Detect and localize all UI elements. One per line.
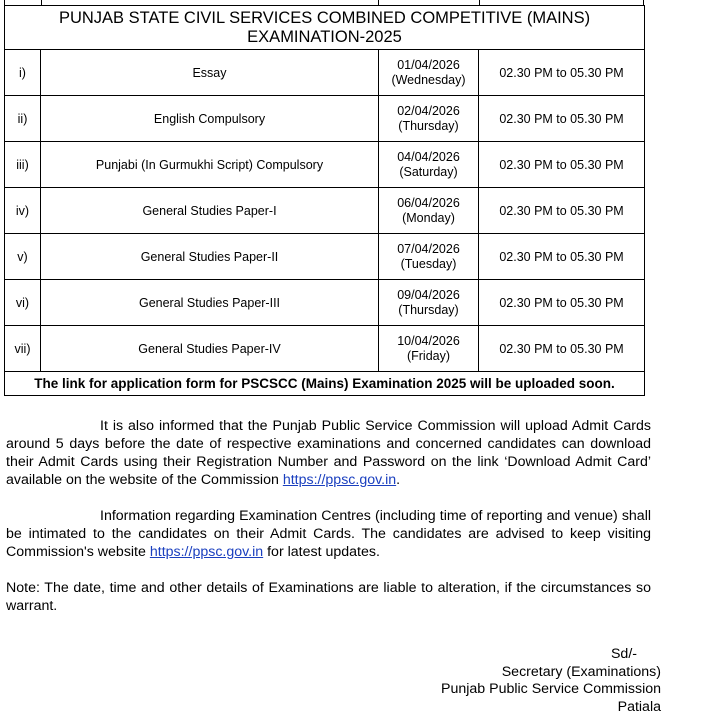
- row-day-value: (Wednesday): [379, 73, 478, 88]
- row-time: 02.30 PM to 05.30 PM: [479, 50, 645, 96]
- row-number: iii): [5, 142, 41, 188]
- table-footer-note: The link for application form for PSCSCC (Mains) Examination 2025 will be uploaded soon.: [5, 372, 645, 396]
- signature-place: Patiala: [441, 699, 661, 716]
- row-date-value: 10/04/2026: [379, 334, 478, 349]
- row-day-value: (Thursday): [379, 119, 478, 134]
- row-date: [379, 326, 479, 372]
- row-date-value: 06/04/2026: [379, 196, 478, 211]
- punctuation: .: [396, 472, 400, 488]
- admit-card-text: It is also informed that the Punjab Public Service Commission will upload Admit Cards around 5 days before the date of respective examinations and concerned candidates can download their Admit Cards using their Registration Number and Password on the link ‘Download Admit Card’ available on the website of the Commission: [6, 418, 651, 488]
- row-date-value: 04/04/2026: [379, 150, 478, 165]
- row-day-value: (Thursday): [379, 303, 478, 318]
- table-row: [5, 50, 645, 96]
- row-date: [379, 50, 479, 96]
- row-time: 02.30 PM to 05.30 PM: [479, 188, 645, 234]
- table-title: [5, 6, 645, 50]
- row-number: vii): [5, 326, 41, 372]
- row-date-value: 07/04/2026: [379, 242, 478, 257]
- row-subject: Punjabi (In Gurmukhi Script) Compulsory: [41, 142, 379, 188]
- signature-sd: Sd/-: [441, 646, 654, 664]
- row-time: 02.30 PM to 05.30 PM: [479, 234, 645, 280]
- row-date: [379, 188, 479, 234]
- row-date: [379, 280, 479, 326]
- row-time: 02.30 PM to 05.30 PM: [479, 326, 645, 372]
- row-day-value: (Friday): [379, 349, 478, 364]
- row-subject: General Studies Paper-I: [41, 188, 379, 234]
- table-title-line1: PUNJAB STATE CIVIL SERVICES COMBINED COMPETITIVE (MAINS): [5, 9, 644, 28]
- row-day-value: (Tuesday): [379, 257, 478, 272]
- row-number: vi): [5, 280, 41, 326]
- row-number: ii): [5, 96, 41, 142]
- note-paragraph: Note: The date, time and other details of Examinations are liable to alteration, if the circumstances so warrant.: [6, 579, 651, 615]
- row-subject: General Studies Paper-III: [41, 280, 379, 326]
- row-time: 02.30 PM to 05.30 PM: [479, 280, 645, 326]
- table-title-line2: EXAMINATION-2025: [5, 28, 644, 47]
- row-date-value: 09/04/2026: [379, 288, 478, 303]
- table-row: [5, 96, 645, 142]
- row-time: 02.30 PM to 05.30 PM: [479, 96, 645, 142]
- row-day-value: (Saturday): [379, 165, 478, 180]
- row-date: [379, 142, 479, 188]
- table-row: [5, 188, 645, 234]
- signature-organization: Punjab Public Service Commission: [441, 681, 661, 699]
- table-row: [5, 326, 645, 372]
- exam-centre-paragraph: [6, 507, 651, 561]
- row-time: 02.30 PM to 05.30 PM: [479, 142, 645, 188]
- table-row: [5, 234, 645, 280]
- row-day-value: (Monday): [379, 211, 478, 226]
- commission-website-link[interactable]: https://ppsc.gov.in: [283, 472, 396, 488]
- row-subject: English Compulsory: [41, 96, 379, 142]
- row-number: i): [5, 50, 41, 96]
- table-row: [5, 280, 645, 326]
- row-date: [379, 234, 479, 280]
- row-subject: Essay: [41, 50, 379, 96]
- table-row: [5, 142, 645, 188]
- commission-website-link[interactable]: https://ppsc.gov.in: [150, 544, 263, 560]
- exam-schedule-table: [4, 5, 645, 396]
- admit-card-paragraph: [6, 417, 651, 489]
- row-number: iv): [5, 188, 41, 234]
- signature-designation: Secretary (Examinations): [441, 664, 661, 682]
- exam-rows: [5, 50, 645, 372]
- row-subject: General Studies Paper-IV: [41, 326, 379, 372]
- row-date-value: 02/04/2026: [379, 104, 478, 119]
- signature-block: [441, 646, 654, 716]
- row-date-value: 01/04/2026: [379, 58, 478, 73]
- latest-updates-text: for latest updates.: [263, 544, 380, 560]
- row-subject: General Studies Paper-II: [41, 234, 379, 280]
- row-number: v): [5, 234, 41, 280]
- row-date: [379, 96, 479, 142]
- exam-centre-text: Information regarding Examination Centres (including time of reporting and venue) shall be intimated to the candidates on their Admit Cards. The candidates are advised to keep visiting Commission's website: [6, 508, 651, 560]
